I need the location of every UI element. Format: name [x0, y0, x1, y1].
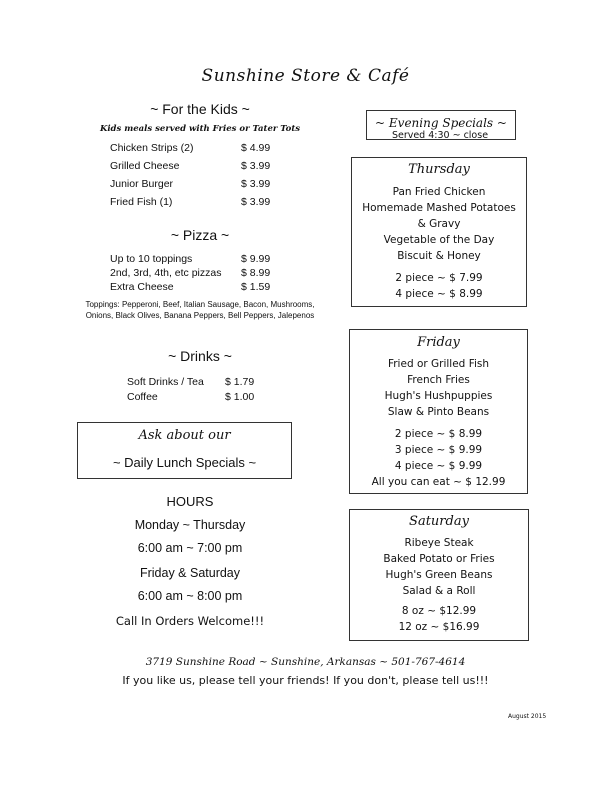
address: 3719 Sunshine Road ~ Sunshine, Arkansas ~ 501-767-4614 — [145, 656, 466, 668]
item-price: $ 3.99 — [241, 178, 271, 190]
item-name: 2nd, 3rd, 4th, etc pizzas — [110, 267, 222, 279]
special-line: Salad & a Roll — [402, 585, 476, 597]
toppings-list: Toppings: Pepperoni, Beef, Italian Sausage, Bacon, Mushrooms, Onions, Black Olives, Banana Peppers, Bell Peppers, Jalepenos — [85, 300, 315, 320]
special-line: Homemade Mashed Potatoes — [362, 202, 516, 214]
special-line: Baked Potato or Fries — [383, 553, 495, 565]
saturday-title: Saturday — [409, 514, 469, 529]
special-line: Vegetable of the Day — [383, 234, 495, 246]
saturday-box — [349, 509, 529, 641]
evening-served: Served 4:30 ~ close — [391, 130, 489, 141]
item-price: $ 4.99 — [241, 142, 271, 154]
special-line: French Fries — [407, 374, 470, 386]
evening-title: ~ Evening Specials ~ — [375, 116, 507, 130]
item-name: Coffee — [127, 391, 158, 403]
special-line: Ribeye Steak — [404, 537, 474, 549]
hours-line-3: Friday & Saturday — [139, 566, 241, 580]
thursday-box — [351, 157, 527, 307]
call-in-orders: Call In Orders Welcome!!! — [115, 614, 265, 628]
special-price: 4 piece ~ $ 9.99 — [394, 460, 483, 472]
thursday-title: Thursday — [408, 162, 470, 177]
friday-title: Friday — [417, 335, 460, 350]
item-name: Extra Cheese — [110, 281, 174, 293]
item-name: Junior Burger — [110, 178, 174, 190]
item-price: $ 1.00 — [225, 391, 255, 403]
hours-line-4: 6:00 am ~ 8:00 pm — [137, 589, 243, 603]
special-line: Slaw & Pinto Beans — [387, 406, 490, 418]
item-name: Grilled Cheese — [110, 160, 180, 172]
special-line: Biscuit & Honey — [397, 250, 481, 262]
hours-line-2: 6:00 am ~ 7:00 pm — [137, 541, 243, 555]
item-name: Fried Fish (1) — [110, 196, 173, 208]
special-price: 8 oz ~ $12.99 — [401, 605, 477, 617]
item-price: $ 3.99 — [241, 160, 271, 172]
special-price: 3 piece ~ $ 9.99 — [394, 444, 483, 456]
hours-line-1: Monday ~ Thursday — [134, 518, 246, 532]
item-price: $ 1.79 — [225, 376, 255, 388]
menu-title: Sunshine Store & Café — [201, 66, 410, 86]
item-name: Chicken Strips (2) — [110, 142, 194, 154]
special-line: Fried or Grilled Fish — [387, 358, 490, 370]
special-price: All you can eat ~ $ 12.99 — [371, 476, 506, 488]
kids-heading: ~ For the Kids ~ — [150, 101, 250, 117]
drinks-heading: ~ Drinks ~ — [168, 348, 232, 364]
special-price: 12 oz ~ $16.99 — [398, 621, 480, 633]
item-price: $ 1.59 — [241, 281, 271, 293]
item-price: $ 8.99 — [241, 267, 271, 279]
special-price: 2 piece ~ $ 7.99 — [395, 272, 483, 284]
item-price: $ 9.99 — [241, 253, 271, 265]
special-line: Hugh's Green Beans — [385, 569, 493, 581]
lunch-specials-box — [77, 422, 292, 479]
pizza-heading: ~ Pizza ~ — [170, 227, 230, 243]
hours-heading: HOURS — [166, 494, 214, 509]
lunch-line-2: ~ Daily Lunch Specials ~ — [112, 455, 257, 470]
lunch-line-1: Ask about our — [138, 428, 231, 443]
special-price: 4 piece ~ $ 8.99 — [395, 288, 483, 300]
special-price: 2 piece ~ $ 8.99 — [394, 428, 483, 440]
special-line: Hugh's Hushpuppies — [384, 390, 493, 402]
kids-note: Kids meals served with Fries or Tater Tots — [99, 124, 301, 134]
tagline: If you like us, please tell your friends! If you don't, please tell us!!! — [122, 674, 489, 687]
item-price: $ 3.99 — [241, 196, 271, 208]
revision-date: August 2015 — [508, 713, 547, 720]
item-name: Soft Drinks / Tea — [127, 376, 204, 388]
special-line: & Gravy — [417, 218, 461, 230]
special-line: Pan Fried Chicken — [392, 186, 486, 198]
friday-box — [349, 329, 528, 494]
item-name: Up to 10 toppings — [110, 253, 193, 265]
